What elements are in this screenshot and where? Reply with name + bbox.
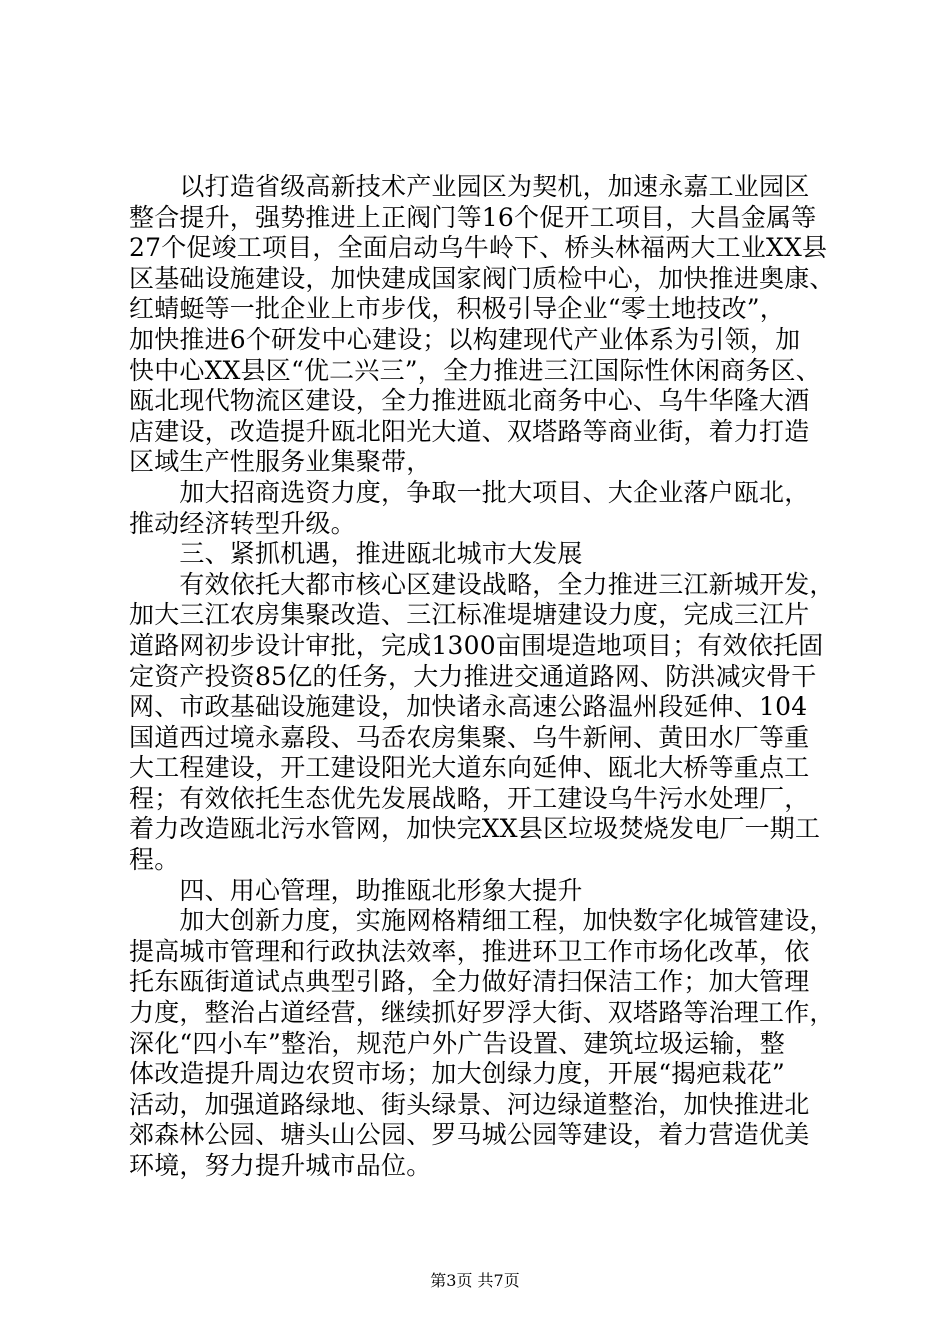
section-heading: 四、用心管理，助推瓯北形象大提升 xyxy=(129,875,583,905)
text-line: 环境，努力提升城市品位。 xyxy=(129,1151,432,1180)
text-line: 国道西过境永嘉段、马岙农房集聚、乌牛新闸、黄田水厂等重 xyxy=(129,722,810,752)
text-line: 以打造省级高新技术产业园区为契机，加速永嘉工业园区 xyxy=(129,172,810,201)
text-line: 加大三江农房集聚改造、三江标准堤塘建设力度，完成三江片 xyxy=(129,600,810,630)
text-line: 加快推进6个研发中心建设；以构建现代产业体系为引领，加 xyxy=(129,324,801,354)
page-number-footer: 第3页 共7页 xyxy=(430,1271,520,1290)
text-line: 加大创新力度，实施网格精细工程，加快数字化城管建设， xyxy=(129,906,835,936)
text-line: 体改造提升周边农贸市场；加大创绿力度，开展“揭疤栽花” xyxy=(129,1059,785,1089)
text-line: 区基础设施建设，加快建成国家阀门质检中心，加快推进奥康、 xyxy=(129,263,835,293)
text-line: 推动经济转型升级。 xyxy=(129,508,356,538)
text-line: 网、市政基础设施建设，加快诸永高速公路温州段延伸、104 xyxy=(129,692,808,722)
text-line: 道路网初步设计审批，完成1300亩围堤造地项目；有效依托固 xyxy=(129,630,824,660)
text-line: 27个促竣工项目，全面启动乌牛岭下、桥头林福两大工业XX县 xyxy=(129,233,828,263)
text-line: 有效依托大都市核心区建设战略，全力推进三江新城开发， xyxy=(129,569,835,599)
text-line: 大工程建设，开工建设阳光大道东向延伸、瓯北大桥等重点工 xyxy=(129,753,810,783)
text-line: 托东瓯街道试点典型引路，全力做好清扫保洁工作；加大管理 xyxy=(129,967,810,997)
text-line: 店建设，改造提升瓯北阳光大道、双塔路等商业街，着力打造 xyxy=(129,416,810,446)
text-line: 程；有效依托生态优先发展战略，开工建设乌牛污水处理厂， xyxy=(129,783,810,813)
text-line: 活动，加强道路绿地、街头绿景、河边绿道整治，加快推进北 xyxy=(129,1089,810,1119)
text-line: 加大招商选资力度，争取一批大项目、大企业落户瓯北， xyxy=(129,477,810,507)
text-line: 瓯北现代物流区建设，全力推进瓯北商务中心、乌牛华隆大酒 xyxy=(129,386,810,416)
text-line: 程。 xyxy=(129,845,180,875)
text-line: 力度，整治占道经营，继续抓好罗浮大街、双塔路等治理工作， xyxy=(129,998,835,1028)
text-line: 整合提升，强势推进上正阀门等16个促开工项目，大昌金属等 xyxy=(129,202,817,232)
text-line: 定资产投资85亿的任务，大力推进交通道路网、防洪减灾骨干 xyxy=(129,661,817,691)
text-line: 红蜻蜓等一批企业上市步伐，积极引导企业“零土地技改”， xyxy=(129,294,785,324)
text-line: 深化“四小车”整治，规范户外广告设置、建筑垃圾运输，整 xyxy=(129,1028,785,1058)
document-body xyxy=(129,172,835,1182)
text-line: 提高城市管理和行政执法效率，推进环卫工作市场化改革，依 xyxy=(129,936,810,966)
text-line: 着力改造瓯北污水管网，加快完XX县区垃圾焚烧发电厂一期工 xyxy=(129,814,821,844)
text-line: 区域生产性服务业集聚带， xyxy=(129,447,432,477)
section-heading: 三、紧抓机遇，推进瓯北城市大发展 xyxy=(129,539,583,569)
text-line: 郊森林公园、塘头山公园、罗马城公园等建设，着力营造优美 xyxy=(129,1120,810,1150)
text-line: 快中心XX县区“优二兴三”，全力推进三江国际性休闲商务区、 xyxy=(129,355,821,385)
